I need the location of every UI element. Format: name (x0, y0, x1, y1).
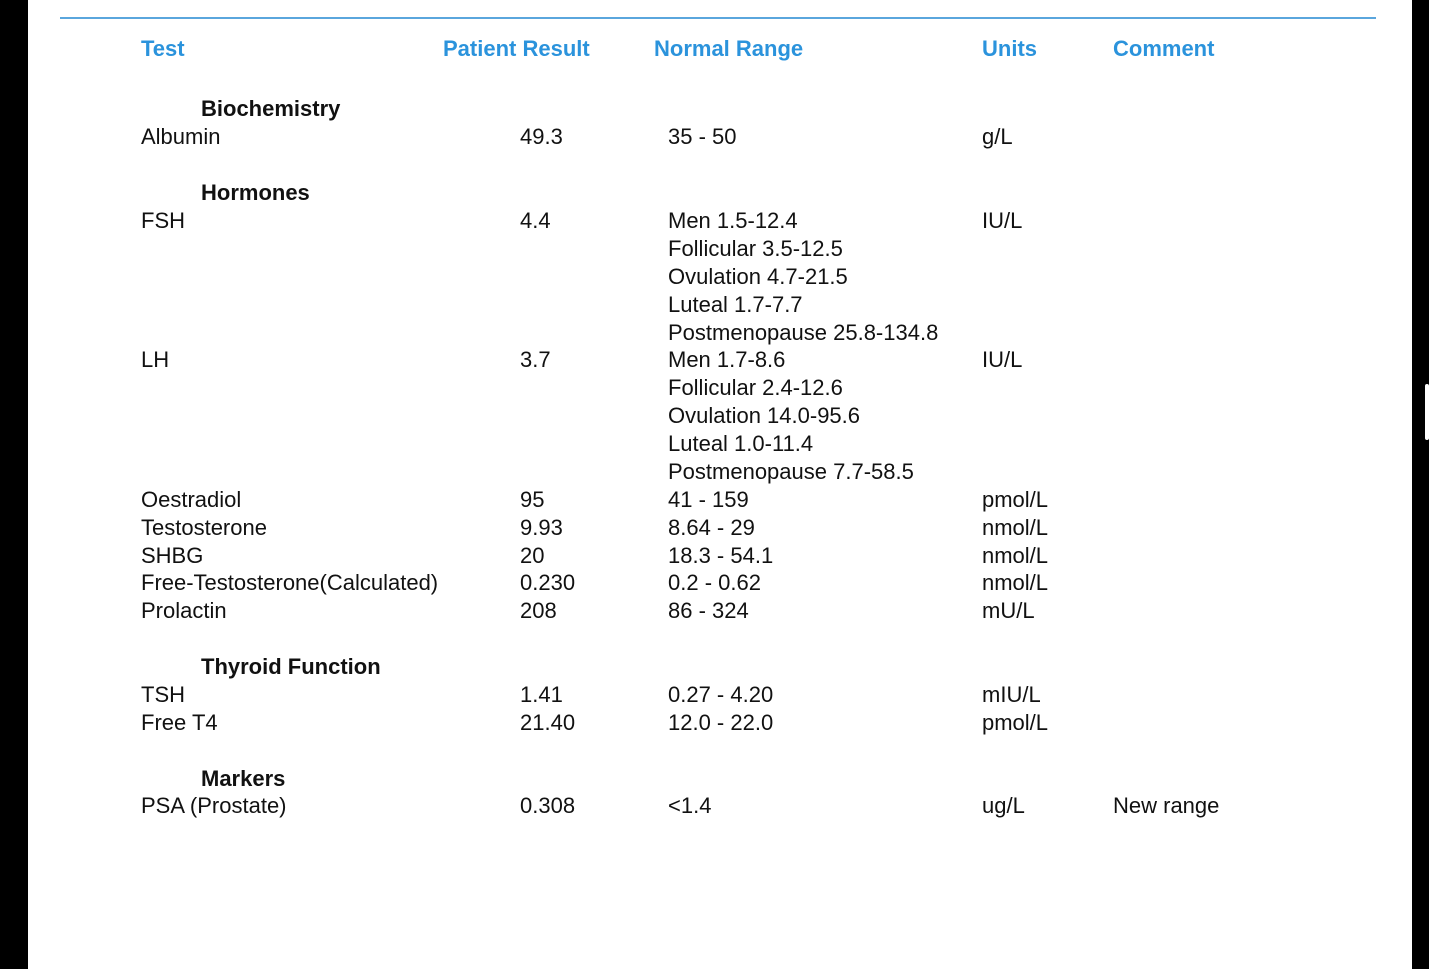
test-name: PSA (Prostate) (141, 793, 287, 818)
test-name: TSH (141, 682, 185, 707)
header-normal-range: Normal Range (654, 36, 804, 61)
units: nmol/L (982, 543, 1049, 568)
patient-result: 95 (520, 487, 545, 512)
table-row-free-t4 (28, 709, 1412, 737)
normal-range: 12.0 - 22.0 (668, 710, 774, 735)
normal-range: 35 - 50 (668, 124, 737, 149)
units: IU/L (982, 347, 1023, 372)
normal-range-list (668, 346, 914, 486)
table-row-prolactin (28, 597, 1412, 625)
patient-result: 1.41 (520, 682, 563, 707)
units: nmol/L (982, 515, 1049, 540)
normal-range: 41 - 159 (668, 487, 749, 512)
patient-result: 9.93 (520, 515, 563, 540)
table-row-psa (28, 792, 1412, 820)
normal-range: 0.27 - 4.20 (668, 682, 774, 707)
table-row-fsh (28, 207, 1412, 345)
normal-range: 86 - 324 (668, 598, 749, 623)
units: mIU/L (982, 682, 1041, 707)
normal-range-list (668, 207, 938, 347)
units: g/L (982, 124, 1013, 149)
test-name: Testosterone (141, 515, 267, 540)
section-markers: Markers (201, 766, 286, 791)
table-row-free-testosterone (28, 569, 1412, 597)
header-comment: Comment (1113, 36, 1215, 61)
normal-range-line: Men 1.7-8.6 (668, 347, 786, 372)
patient-result: 3.7 (520, 347, 551, 372)
units: nmol/L (982, 570, 1049, 595)
table-row-albumin (28, 123, 1412, 151)
report-page (28, 0, 1412, 969)
patient-result: 4.4 (520, 208, 551, 233)
patient-result: 208 (520, 598, 557, 623)
normal-range-line: Follicular 2.4-12.6 (668, 375, 843, 400)
header-rule (60, 17, 1376, 19)
test-name: Free T4 (141, 710, 218, 735)
normal-range: 0.2 - 0.62 (668, 570, 761, 595)
normal-range-line: Men 1.5-12.4 (668, 208, 798, 233)
normal-range-line: Luteal 1.7-7.7 (668, 292, 803, 317)
units: IU/L (982, 208, 1023, 233)
test-name: LH (141, 347, 170, 372)
test-name: Albumin (141, 124, 221, 149)
test-name: SHBG (141, 543, 204, 568)
test-name: Free-Testosterone(Calculated) (141, 570, 439, 595)
normal-range-line: Luteal 1.0-11.4 (668, 431, 814, 456)
normal-range: <1.4 (668, 793, 712, 818)
section-thyroid-function: Thyroid Function (201, 654, 381, 679)
test-name: Prolactin (141, 598, 227, 623)
test-name: FSH (141, 208, 185, 233)
units: pmol/L (982, 487, 1049, 512)
normal-range: 18.3 - 54.1 (668, 543, 774, 568)
table-row-shbg (28, 542, 1412, 570)
patient-result: 20 (520, 543, 545, 568)
patient-result: 49.3 (520, 124, 563, 149)
header-test: Test (141, 36, 185, 61)
units: mU/L (982, 598, 1035, 623)
patient-result: 0.230 (520, 570, 576, 595)
comment: New range (1113, 793, 1220, 818)
patient-result: 21.40 (520, 710, 576, 735)
normal-range: 8.64 - 29 (668, 515, 755, 540)
normal-range-line: Ovulation 4.7-21.5 (668, 264, 848, 289)
normal-range-line: Postmenopause 7.7-58.5 (668, 459, 914, 484)
normal-range-line: Follicular 3.5-12.5 (668, 236, 843, 261)
table-row-tsh (28, 681, 1412, 709)
units: pmol/L (982, 710, 1049, 735)
section-biochemistry: Biochemistry (201, 96, 341, 121)
test-name: Oestradiol (141, 487, 242, 512)
table-row-lh (28, 346, 1412, 484)
units: ug/L (982, 793, 1025, 818)
header-units: Units (982, 36, 1037, 61)
patient-result: 0.308 (520, 793, 576, 818)
table-row-testosterone (28, 514, 1412, 542)
section-hormones: Hormones (201, 180, 310, 205)
table-row-oestradiol (28, 486, 1412, 514)
header-patient-result: Patient Result (443, 36, 590, 61)
scrollbar-thumb[interactable] (1425, 384, 1429, 440)
normal-range-line: Ovulation 14.0-95.6 (668, 403, 861, 428)
normal-range-line: Postmenopause 25.8-134.8 (668, 320, 939, 345)
